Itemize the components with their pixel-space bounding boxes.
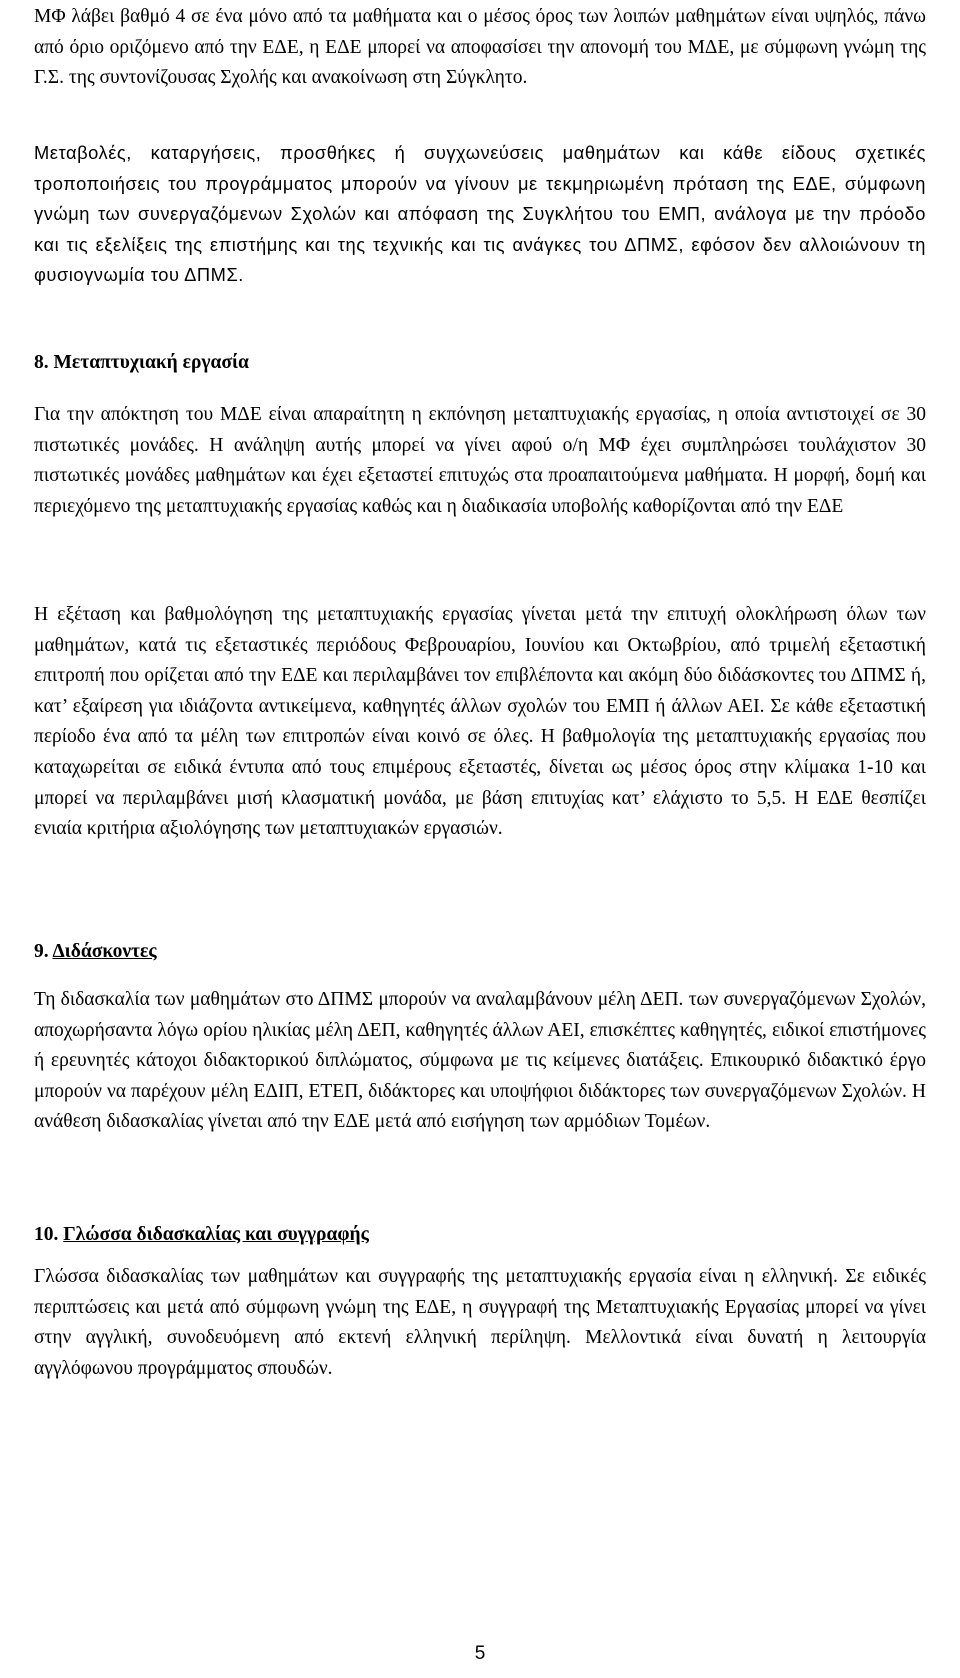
section-number: 10. (34, 1224, 59, 1245)
section-number: 9. (34, 941, 49, 962)
section-heading-language (34, 1220, 926, 1251)
section-title: Γλώσσα διδασκαλίας και συγγραφής (63, 1224, 369, 1245)
paragraph-grade-rule: ΜΦ λάβει βαθμό 4 σε ένα μόνο από τα μαθήματα και ο μέσος όρος των λοιπών μαθημάτων είναι υψηλός, πάνω από όριο οριζόμενο από την ΕΔΕ, η ΕΔΕ μπορεί να αποφασίσει την απονομή του ΜΔΕ, με σύμφωνη γνώμη της Γ.Σ. της συντονίζουσας Σχολής και ανακοίνωση στη Σύγκλητο. (34, 6, 926, 89)
page-number: 5 (474, 1643, 486, 1664)
section-title: Διδάσκοντες (52, 941, 157, 962)
section-title: Μεταπτυχιακή εργασία (53, 352, 249, 373)
paragraph-teaching-staff: Τη διδασκαλία των μαθημάτων στο ΔΠΜΣ μπορούν να αναλαμβάνουν μέλη ΔΕΠ. των συνεργαζόμενων Σχολών, αποχωρήσαντα λόγω ορίου ηλικίας μέλη ΔΕΠ, καθηγητές άλλων ΑΕΙ, επισκέπτες καθηγητές, ειδικοί επιστήμονες ή ερευνητές κάτοχοι διδακτορικού διπλώματος, σύμφωνα με τις κείμενες διατάξεις. Επικουρικό διδακτικό έργο μπορούν να παρέχουν μέλη ΕΔΙΠ, ΕΤΕΠ, διδάκτορες και υποψήφιοι διδάκτορες των συνεργαζόμενων Σχολών. Η ανάθεση διδασκαλίας γίνεται από την ΕΔΕ μετά από εισήγηση των αρμόδιων Τομέων. (34, 989, 926, 1133)
section-number: 8. (34, 352, 49, 373)
paragraph-program-changes: Μεταβολές, καταργήσεις, προσθήκες ή συγχωνεύσεις μαθημάτων και κάθε είδους σχετικές τροποποιήσεις του προγράμματος μπορούν να γίνουν με τεκμηριωμένη πρόταση της ΕΔΕ, σύμφωνη γνώμη των συνεργαζόμενων Σχολών και απόφαση της Συγκλήτου του ΕΜΠ, ανάλογα με την πρόοδο και τις εξελίξεις της επιστήμης και της τεχνικής και τις ανάγκες του ΔΠΜΣ, εφόσον δεν αλλοιώνουν τη φυσιογνωμία του ΔΠΜΣ. (34, 142, 926, 286)
paragraph-thesis-examination: Η εξέταση και βαθμολόγηση της μεταπτυχιακής εργασίας γίνεται μετά την επιτυχή ολοκλήρωση όλων των μαθημάτων, κατά τις εξεταστικές περιόδους Φεβρουαρίου, Ιουνίου και Οκτωβρίου, από τριμελή εξεταστική επιτροπή που ορίζεται από την ΕΔΕ και περιλαμβάνει τον επιβλέποντα και ακόμη δύο διδάσκοντες του ΔΠΜΣ ή, κατ’ εξαίρεση για ιδιάζοντα αντικείμενα, καθηγητές άλλων σχολών του ΕΜΠ ή άλλων ΑΕΙ. Σε κάθε εξεταστική περίοδο ένα από τα μέλη των επιτροπών είναι κοινό σε όλες. Η βαθμολογία της μεταπτυχιακής εργασίας που καταχωρείται σε ειδικά έντυπα από τους επιμέρους εξεταστές, δίνεται ως μέσος όρος στην κλίμακα 1-10 και μπορεί να περιλαμβάνει μισή κλασματική μονάδα, με βάση επιτυχίας κατ’ ελάχιστο το 5,5. Η ΕΔΕ θεσπίζει ενιαία κριτήρια αξιολόγησης των μεταπτυχιακών εργασιών. (34, 604, 926, 840)
section-heading-thesis (34, 348, 926, 379)
document-page (34, 0, 926, 1678)
section-heading-teachers (34, 937, 926, 968)
paragraph-teaching-language: Γλώσσα διδασκαλίας των μαθημάτων και συγγραφής της μεταπτυχιακής εργασία είναι η ελληνική. Σε ειδικές περιπτώσεις και μετά από σύμφωνη γνώμη της ΕΔΕ, η συγγραφή της Μεταπτυχιακής Εργασίας μπορεί να γίνει στην αγγλική, συνοδευόμενη από εκτενή ελληνική περίληψη. Μελλοντικά είναι δυνατή η λειτουργία αγγλόφωνου προγράμματος σπουδών. (34, 1266, 926, 1379)
paragraph-thesis-requirements: Για την απόκτηση του ΜΔΕ είναι απαραίτητη η εκπόνηση μεταπτυχιακής εργασίας, η οποία αντιστοιχεί σε 30 πιστωτικές μονάδες. Η ανάληψη αυτής μπορεί να γίνει αφού ο/η ΜΦ έχει συμπληρώσει τουλάχιστον 30 πιστωτικές μονάδες μαθημάτων και έχει εξεταστεί επιτυχώς στα προαπαιτούμενα μαθήματα. Η μορφή, δομή και περιεχόμενο της μεταπτυχιακής εργασίας καθώς και η διαδικασία υποβολής καθορίζονται από την ΕΔΕ (34, 404, 926, 517)
